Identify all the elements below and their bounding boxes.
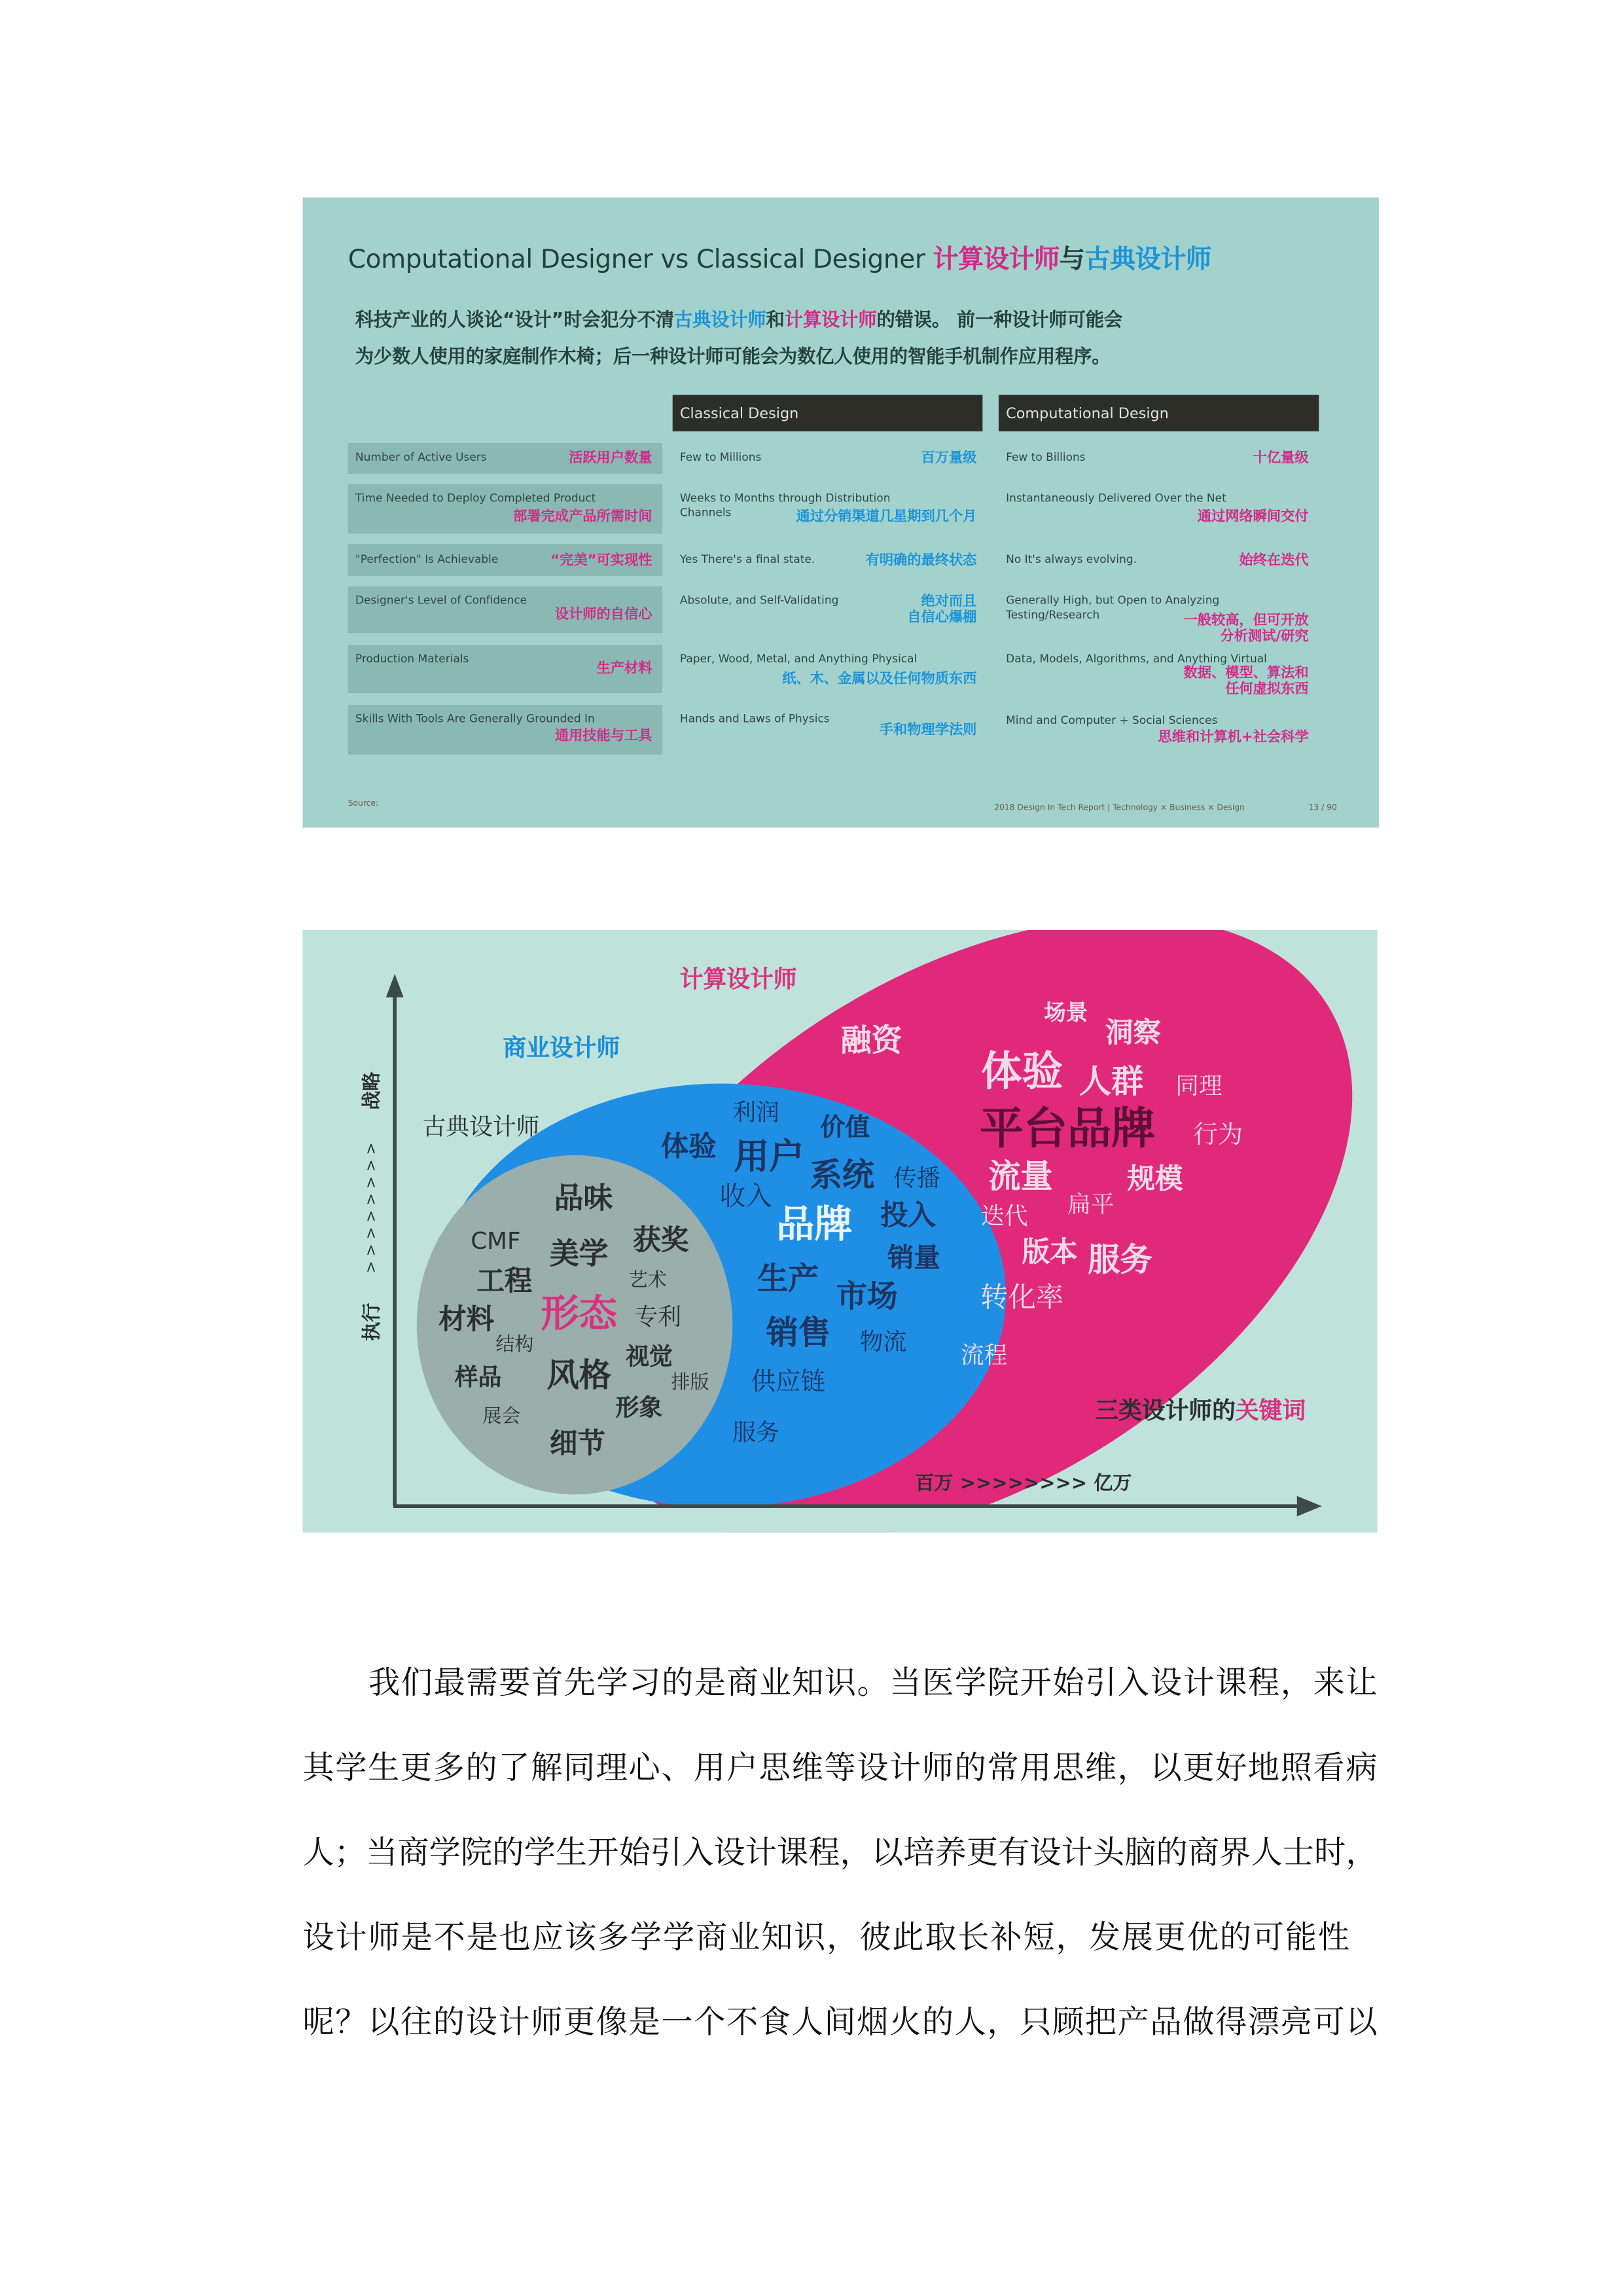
keyword: 风格 bbox=[546, 1358, 611, 1395]
classical-cn: 绝对而且 自信心爆棚 bbox=[907, 594, 977, 626]
keyword: 流量 bbox=[988, 1159, 1053, 1196]
keyword: 体验 bbox=[660, 1131, 717, 1164]
keyword: 场景 bbox=[1044, 999, 1088, 1026]
keyword: 迭代 bbox=[981, 1202, 1028, 1230]
classical-cell bbox=[680, 553, 982, 573]
paragraph-line: 呢？以往的设计师更像是一个不食人间烟火的人，只顾把产品做得漂亮可以 bbox=[302, 2005, 1378, 2041]
computational-cn: 始终在迭代 bbox=[1239, 552, 1309, 569]
label-en: Number of Active Users bbox=[355, 450, 487, 464]
keyword: 流程 bbox=[960, 1340, 1008, 1369]
classical-cn: 百万量级 bbox=[921, 450, 977, 467]
computational-en: Mind and Computer + Social Sciences bbox=[1006, 713, 1218, 727]
keyword: 生产 bbox=[757, 1261, 819, 1297]
keyword: 物流 bbox=[859, 1327, 907, 1356]
keyword: 获奖 bbox=[633, 1225, 689, 1257]
computational-cell bbox=[1006, 450, 1314, 471]
label-en: "Perfection" Is Achievable bbox=[355, 552, 499, 566]
y-axis-arrows: > > > > > > > > bbox=[364, 1142, 380, 1274]
keyword: 传播 bbox=[893, 1164, 940, 1192]
classical-cn: 手和物理学法则 bbox=[879, 722, 977, 739]
keyword: 市场 bbox=[836, 1278, 898, 1314]
classical-cn: 纸、木、金属以及任何物质东西 bbox=[782, 671, 977, 688]
row-label bbox=[355, 652, 658, 693]
sub-computational: 计算设计师 bbox=[784, 308, 877, 331]
keyword: 服务 bbox=[1088, 1243, 1152, 1280]
computational-cell bbox=[1006, 713, 1314, 755]
row-label bbox=[355, 553, 658, 573]
computational-cn: 十亿量级 bbox=[1253, 450, 1309, 467]
header-computational-design: Computational Design bbox=[999, 395, 1319, 431]
keyword: 体验 bbox=[981, 1047, 1063, 1096]
keyword: 投入 bbox=[880, 1200, 936, 1232]
keyword: 艺术 bbox=[628, 1270, 667, 1292]
classical-cn: 有明确的最终状态 bbox=[865, 552, 977, 569]
row-label bbox=[355, 492, 658, 533]
sub-text: 的错误。 前一种设计师可能会 bbox=[876, 308, 1123, 331]
computational-en: Data, Models, Algorithms, and Anything Virtual bbox=[1006, 652, 1267, 666]
title-cn-and: 与 bbox=[1059, 245, 1085, 276]
keyword: 排版 bbox=[671, 1372, 709, 1395]
computational-cn: 一般较高，但可开放 分析测试/研究 bbox=[1183, 613, 1309, 645]
label-en: Production Materials bbox=[355, 652, 469, 666]
caption-keywords: 关键词 bbox=[1235, 1396, 1306, 1425]
keyword: 人群 bbox=[1079, 1064, 1144, 1102]
slide-comparison-table bbox=[302, 198, 1378, 828]
paragraph-line: 我们最需要首先学习的是商业知识。当医学院开始引入设计课程，来让 bbox=[368, 1665, 1378, 1702]
y-axis-high-label: 战略 bbox=[361, 1071, 384, 1110]
computational-cell bbox=[1006, 652, 1314, 696]
keyword: 行为 bbox=[1193, 1121, 1243, 1151]
computational-en: Few to Billions bbox=[1006, 450, 1086, 464]
keyword: 洞察 bbox=[1105, 1016, 1161, 1050]
keyword: 版本 bbox=[1022, 1236, 1078, 1269]
keyword: 品味 bbox=[554, 1179, 613, 1215]
keyword: 专利 bbox=[634, 1302, 682, 1331]
keyword: 销量 bbox=[887, 1243, 940, 1274]
title-cn-classical: 古典设计师 bbox=[1084, 245, 1211, 276]
computational-cn: 数据、模型、算法和 任何虚拟东西 bbox=[1183, 665, 1309, 698]
computational-cn: 思维和计算机+社会科学 bbox=[1158, 729, 1309, 746]
keyword: 收入 bbox=[719, 1181, 772, 1213]
subtitle-line-2: 为少数人使用的家庭制作木椅；后一种设计师可能会为数亿人使用的智能手机制作应用程序。 bbox=[355, 345, 1111, 367]
paragraph-line: 设计师是不是也应该多学学商业知识，彼此取长补短，发展更优的可能性 bbox=[302, 1920, 1350, 1957]
slide-designer-keywords-diagram bbox=[302, 930, 1377, 1532]
classical-cell bbox=[680, 652, 982, 693]
keyword: 美学 bbox=[550, 1235, 609, 1271]
label-cn: “完美”可实现性 bbox=[550, 552, 652, 569]
diagram-caption bbox=[1095, 1396, 1306, 1425]
keyword: 工程 bbox=[476, 1265, 533, 1298]
keyword: CMF bbox=[471, 1227, 521, 1255]
slide-title bbox=[348, 240, 1211, 276]
keyword: 融资 bbox=[840, 1022, 902, 1058]
keyword: 服务 bbox=[732, 1418, 779, 1446]
sub-text: 和 bbox=[766, 308, 785, 331]
computational-cell bbox=[1006, 594, 1314, 645]
keyword: 规模 bbox=[1127, 1163, 1183, 1196]
keyword: 形态 bbox=[541, 1293, 617, 1337]
classical-en: Paper, Wood, Metal, and Anything Physical bbox=[679, 652, 918, 666]
sub-classical: 古典设计师 bbox=[674, 308, 766, 331]
label-en: Skills With Tools Are Generally Grounded In bbox=[355, 712, 595, 726]
classical-cell bbox=[680, 594, 982, 635]
keyword: 样品 bbox=[454, 1363, 502, 1391]
classical-cell bbox=[680, 712, 982, 753]
keyword: 结构 bbox=[495, 1334, 534, 1357]
header-classical-design: Classical Design bbox=[673, 395, 983, 431]
row-label bbox=[355, 594, 658, 635]
keyword: 转化率 bbox=[980, 1282, 1064, 1314]
computational-en: No It's always evolving. bbox=[1006, 552, 1137, 566]
y-axis-low-label: 执行 bbox=[361, 1302, 384, 1341]
label-en: Time Needed to Deploy Completed Product bbox=[355, 491, 596, 505]
classical-cell bbox=[680, 492, 982, 533]
classical-en: Hands and Laws of Physics bbox=[679, 712, 830, 726]
keyword: 品牌 bbox=[776, 1203, 853, 1247]
source-note: Source: bbox=[348, 800, 379, 809]
classical-en: Yes There's a final state. bbox=[679, 552, 815, 566]
keyword: 用户 bbox=[734, 1136, 804, 1177]
keyword: 形象 bbox=[615, 1393, 663, 1422]
keyword: 同理 bbox=[1175, 1071, 1222, 1100]
paragraph-line: 其学生更多的了解同理心、用户思维等设计师的常用思维，以更好地照看病 bbox=[302, 1750, 1378, 1787]
label-classical-designer: 古典设计师 bbox=[422, 1113, 540, 1141]
title-cn-computational: 计算设计师 bbox=[933, 245, 1060, 276]
computational-cell bbox=[1006, 553, 1314, 573]
keyword: 视觉 bbox=[626, 1342, 673, 1371]
label-computational-designer: 计算设计师 bbox=[679, 965, 797, 994]
keyword: 细节 bbox=[550, 1427, 605, 1460]
subtitle-line-1 bbox=[355, 304, 1122, 332]
computational-en: Instantaneously Delivered Over the Net bbox=[1006, 491, 1226, 505]
classical-en: Few to Millions bbox=[679, 450, 762, 464]
paragraph-line: 人；当商学院的学生开始引入设计课程，以培养更有设计头脑的商界人士时， bbox=[302, 1835, 1378, 1872]
label-cn: 部署完成产品所需时间 bbox=[513, 509, 652, 526]
keyword: 销售 bbox=[766, 1316, 831, 1353]
keyword: 供应链 bbox=[751, 1368, 826, 1397]
caption-text: 三类设计师的 bbox=[1095, 1396, 1236, 1425]
classical-cn: 通过分销渠道几星期到几个月 bbox=[796, 509, 977, 526]
slide-footer: 2018 Design In Tech Report | Technology × Business × Design bbox=[994, 804, 1245, 814]
keyword: 平台品牌 bbox=[979, 1103, 1156, 1156]
classical-cell bbox=[680, 450, 982, 471]
label-business-designer: 商业设计师 bbox=[503, 1033, 620, 1062]
label-cn: 通用技能与工具 bbox=[554, 728, 652, 745]
keyword: 展会 bbox=[482, 1406, 521, 1428]
classical-en: Absolute, and Self-Validating bbox=[679, 594, 839, 607]
label-cn: 生产材料 bbox=[596, 660, 652, 677]
keyword: 系统 bbox=[810, 1158, 875, 1195]
sub-text: 科技产业的人谈论“设计”时会犯分不清 bbox=[355, 308, 675, 331]
x-axis-label: 百万 >>>>>>>> 亿万 bbox=[915, 1473, 1132, 1496]
classical-en: Weeks to Months through Distribution Channels bbox=[679, 491, 891, 520]
row-label bbox=[355, 712, 658, 753]
label-cn: 活跃用户数量 bbox=[569, 450, 652, 467]
row-label bbox=[355, 450, 658, 471]
keyword: 材料 bbox=[438, 1303, 495, 1336]
computational-cn: 通过网络瞬间交付 bbox=[1197, 509, 1309, 526]
keyword: 利润 bbox=[732, 1098, 779, 1126]
title-en: Computational Designer vs Classical Designer bbox=[348, 245, 925, 276]
computational-cell bbox=[1006, 492, 1314, 533]
keyword: 价值 bbox=[820, 1113, 870, 1143]
slide-page-number: 13 / 90 bbox=[1308, 804, 1337, 814]
keyword: 扁平 bbox=[1067, 1190, 1115, 1219]
label-cn: 设计师的自信心 bbox=[554, 607, 652, 623]
label-en: Designer's Level of Confidence bbox=[355, 594, 527, 607]
computational-en: Generally High, but Open to Analyzing Testing/Research bbox=[1006, 594, 1220, 622]
